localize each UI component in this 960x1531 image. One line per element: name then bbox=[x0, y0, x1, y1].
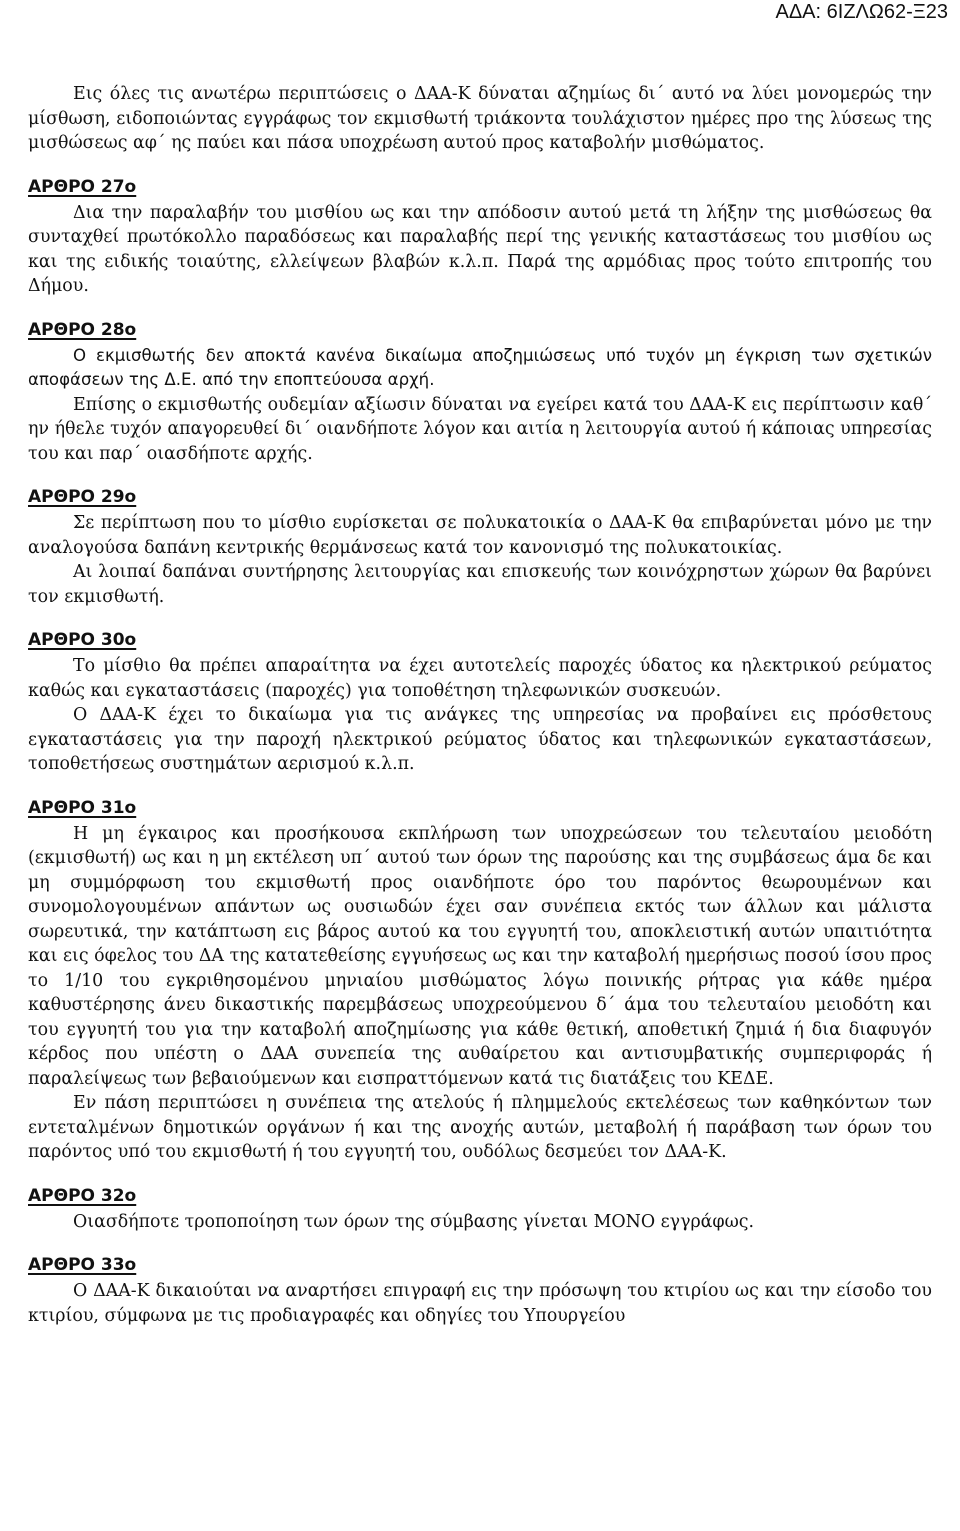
article-31-paragraph-1: Η μη έγκαιρος και προσήκουσα εκπλήρωση των υποχρεώσεων του τελευταίου μειοδότη (εκμισθωτή) ως και η μη εκτέλεση υπ΄ αυτού των όρων της παρούσης και της συμβάσεως άμα δε και μη συμμόρφωση του εκμισθωτή προς οιανδήποτε όρο του παρόντος θεωρουμένων και συνομολογουμένων απάντων ως ουσιωδών έχει σαν συνέπεια εκτός των άλλων και μάλιστα σωρευτικά, την κατάπτωση εις βάρος αυτού κα του εγγυητή του, αποκλειστική αυτών υπαιτιότητα και εις όφελος του ΔΑ της κατατεθείσης εγγυήσεως ως και την καταβολή ημερήσιως ποσού ίσου προς το 1/10 του εγκριθησομένου μηνιαίου μισθώματος λόγω ποινικής ρήτρας για κάθε ημέρα καθυστέρησης άνευ δικαστικής παρεμβάσεως υποχρεούμενου δ΄ άμα του τελευταίου μειοδότη και του εγγυητή του για την καταβολή αποζημίωσης για κάθε θετική, αποθετική ζημιά ή δια διαφυγόν κέρδος που υπέστη ο ΔΑΑ συνεπεία της αυθαίρετου και αντισυμβατικής συμπεριφοράς ή παραλείψεως των βεβαιούμενων και εισπραττόμενων κατά τις διατάξεις του ΚΕΔΕ. bbox=[28, 823, 932, 1089]
article-30-paragraph-1: Το μίσθιο θα πρέπει απαραίτητα να έχει αυτοτελείς παροχές ύδατος κα ηλεκτρικού ρεύματος καθώς και εγκαταστάσεις (παροχές) για τοποθέτηση τηλεφωνικών συσκευών. bbox=[28, 656, 932, 701]
intro-paragraph: Εις όλες τις ανωτέρω περιπτώσεις ο ΔΑΑ-Κ δύναται αζημίως δι΄ αυτό να λύει μονομερώς την μίσθωση, ειδοποιώντας εγγράφως τον εκμισθωτή τριάκοντα τουλάχιστον ημέρες προ της λύσεως της μισθώσεως αφ΄ ης παύει και πάσα υποχρέωση αυτού προς καταβολήν μισθώματος. bbox=[28, 84, 932, 153]
article-30-paragraph-2: Ο ΔΑΑ-Κ έχει το δικαίωμα για τις ανάγκες της υπηρεσίας να προβαίνει εις πρόσθετους εγκαταστάσεις για την παροχή ηλεκτρικού ρεύματος ύδατος και τηλεφωνικών εγκαταστάσεων, τοποθετήσεως συστημάτων αερισμού κ.λ.π. bbox=[28, 705, 932, 774]
article-28-paragraph-2: Επίσης ο εκμισθωτής ουδεμίαν αξίωσιν δύναται να εγείρει κατά του ΔΑΑ-Κ εις περίπτωσιν καθ΄ ην ήθελε τυχόν απαγορευθεί δι΄ οιανδήποτε λόγον και αιτία η λειτουργία αυτού ή κάποιας υπηρεσίας του και παρ΄ οιασδήποτε αρχής. bbox=[28, 394, 932, 464]
article-29-paragraph-2: Αι λοιπαί δαπάναι συντήρησης λειτουργίας και επισκευής των κοινόχρηστων χώρων θα βαρύνει τον εκμισθωτή. bbox=[28, 562, 932, 607]
article-31-heading: ΑΡΘΡΟ 31ο bbox=[28, 797, 137, 818]
article-27-heading: ΑΡΘΡΟ 27ο bbox=[28, 176, 137, 197]
article-28-heading: ΑΡΘΡΟ 28ο bbox=[28, 319, 137, 340]
article-33-paragraph-1: Ο ΔΑΑ-Κ δικαιούται να αναρτήσει επιγραφή εις την πρόσωψη του κτιρίου ως και την είσοδο του κτιρίου, σύμφωνα με τις προδιαγραφές και οδηγίες του Υπουργείου bbox=[28, 1281, 932, 1326]
article-33-heading: ΑΡΘΡΟ 33ο bbox=[28, 1255, 137, 1275]
article-27-paragraph-1: Δια την παραλαβήν του μισθίου ως και την απόδοσιν αυτού μετά τη λήξην της μισθώσεως θα συνταχθεί πρωτόκολλο παραδόσεως και παραλαβής περί της γενικής καταστάσεως του μισθίου ως και της ειδικής τοιαύτης, ελλείψεων βλαβών κ.λ.π. Παρά της αρμόδιας προς τούτο επιτροπής του Δήμου. bbox=[28, 202, 932, 296]
article-30-heading: ΑΡΘΡΟ 30ο bbox=[28, 630, 137, 650]
article-29-heading: ΑΡΘΡΟ 29ο bbox=[28, 487, 137, 507]
article-32-heading: ΑΡΘΡΟ 32ο bbox=[28, 1185, 137, 1206]
article-28-paragraph-1: Ο εκμισθωτής δεν αποκτά κανένα δικαίωμα αποζημιώσεως υπό τυχόν μη έγκριση των σχετικών αποφάσεων της Δ.Ε. από την εποπτεύουσα αρχή. bbox=[28, 345, 932, 389]
article-29-paragraph-1: Σε περίπτωση που το μίσθιο ευρίσκεται σε πολυκατοικία ο ΔΑΑ-Κ θα επιβαρύνεται μόνο με την αναλογούσα δαπάνη κεντρικής θερμάνσεως κατά τον κανονισμό της πολυκατοικίας. bbox=[28, 513, 932, 558]
ada-code: ΑΔΑ: 6ΙΖΛΩ62-Ξ23 bbox=[775, 1, 948, 23]
article-31-paragraph-2: Εν πάση περιπτώσει η συνέπεια της ατελούς ή πλημμελούς εκτελέσεως των καθηκόντων των εντεταλμένων δημοτικών οργάνων ή και της ανοχής αυτών, μεταβολή ή παράβαση των όρων του παρόντος υπό του εκμισθωτή ή του εγγυητή του, ουδόλως δεσμεύει τον ΔΑΑ-Κ. bbox=[28, 1093, 932, 1162]
article-32-paragraph-1: Οιασδήποτε τροποποίηση των όρων της σύμβασης γίνεται ΜΟΝΟ εγγράφως. bbox=[73, 1211, 755, 1232]
